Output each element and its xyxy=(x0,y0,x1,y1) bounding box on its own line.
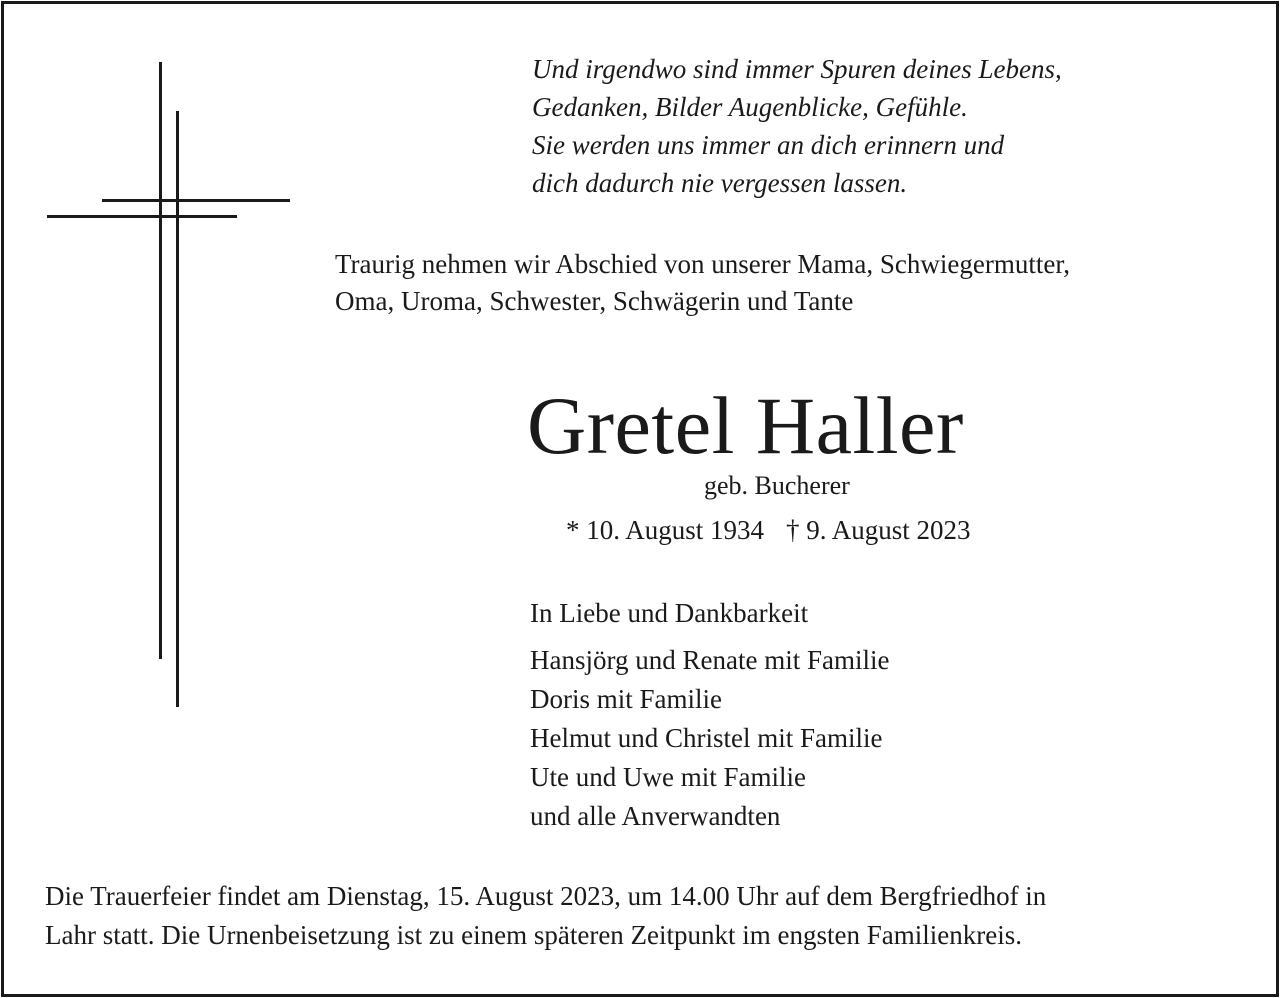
poem-line: Und irgendwo sind immer Spuren deines Lebens, xyxy=(532,54,1062,84)
maiden-name: geb. Bucherer xyxy=(704,471,850,500)
poem-line: Gedanken, Bilder Augenblicke, Gefühle. xyxy=(532,92,968,122)
intro-line: Oma, Uroma, Schwester, Schwägerin und Tante xyxy=(335,286,854,316)
mourner-line: Helmut und Christel mit Familie xyxy=(530,723,883,753)
mourner-line: Ute und Uwe mit Familie xyxy=(530,762,806,792)
service-line: Die Trauerfeier findet am Dienstag, 15. August 2023, um 14.00 Uhr auf dem Bergfriedhof in xyxy=(45,881,1047,911)
cross-back-vertical xyxy=(159,62,162,659)
mourners-list xyxy=(530,641,889,836)
death-date: † 9. August 2023 xyxy=(786,515,971,545)
intro-line: Traurig nehmen wir Abschied von unserer Mama, Schwiegermutter, xyxy=(335,249,1070,279)
cross-front-horizontal xyxy=(102,199,290,202)
poem xyxy=(532,50,1062,202)
poem-line: dich dadurch nie vergessen lassen. xyxy=(532,168,908,198)
mourner-line: Hansjörg und Renate mit Familie xyxy=(530,645,890,675)
intro-text xyxy=(335,246,1070,320)
signoff: In Liebe und Dankbarkeit xyxy=(530,598,809,628)
deceased-name: Gretel Haller xyxy=(527,380,964,471)
mourner-line: Doris mit Familie xyxy=(530,684,722,714)
service-line: Lahr statt. Die Urnenbeisetzung ist zu einem späteren Zeitpunkt im engsten Familienkreis. xyxy=(45,920,1022,950)
cross-back-horizontal xyxy=(47,215,237,218)
mourner-line: und alle Anverwandten xyxy=(530,801,781,831)
service-info xyxy=(45,877,1046,955)
life-dates xyxy=(566,513,971,547)
poem-line: Sie werden uns immer an dich erinnern und xyxy=(532,130,1005,160)
birth-date: * 10. August 1934 xyxy=(566,515,765,545)
